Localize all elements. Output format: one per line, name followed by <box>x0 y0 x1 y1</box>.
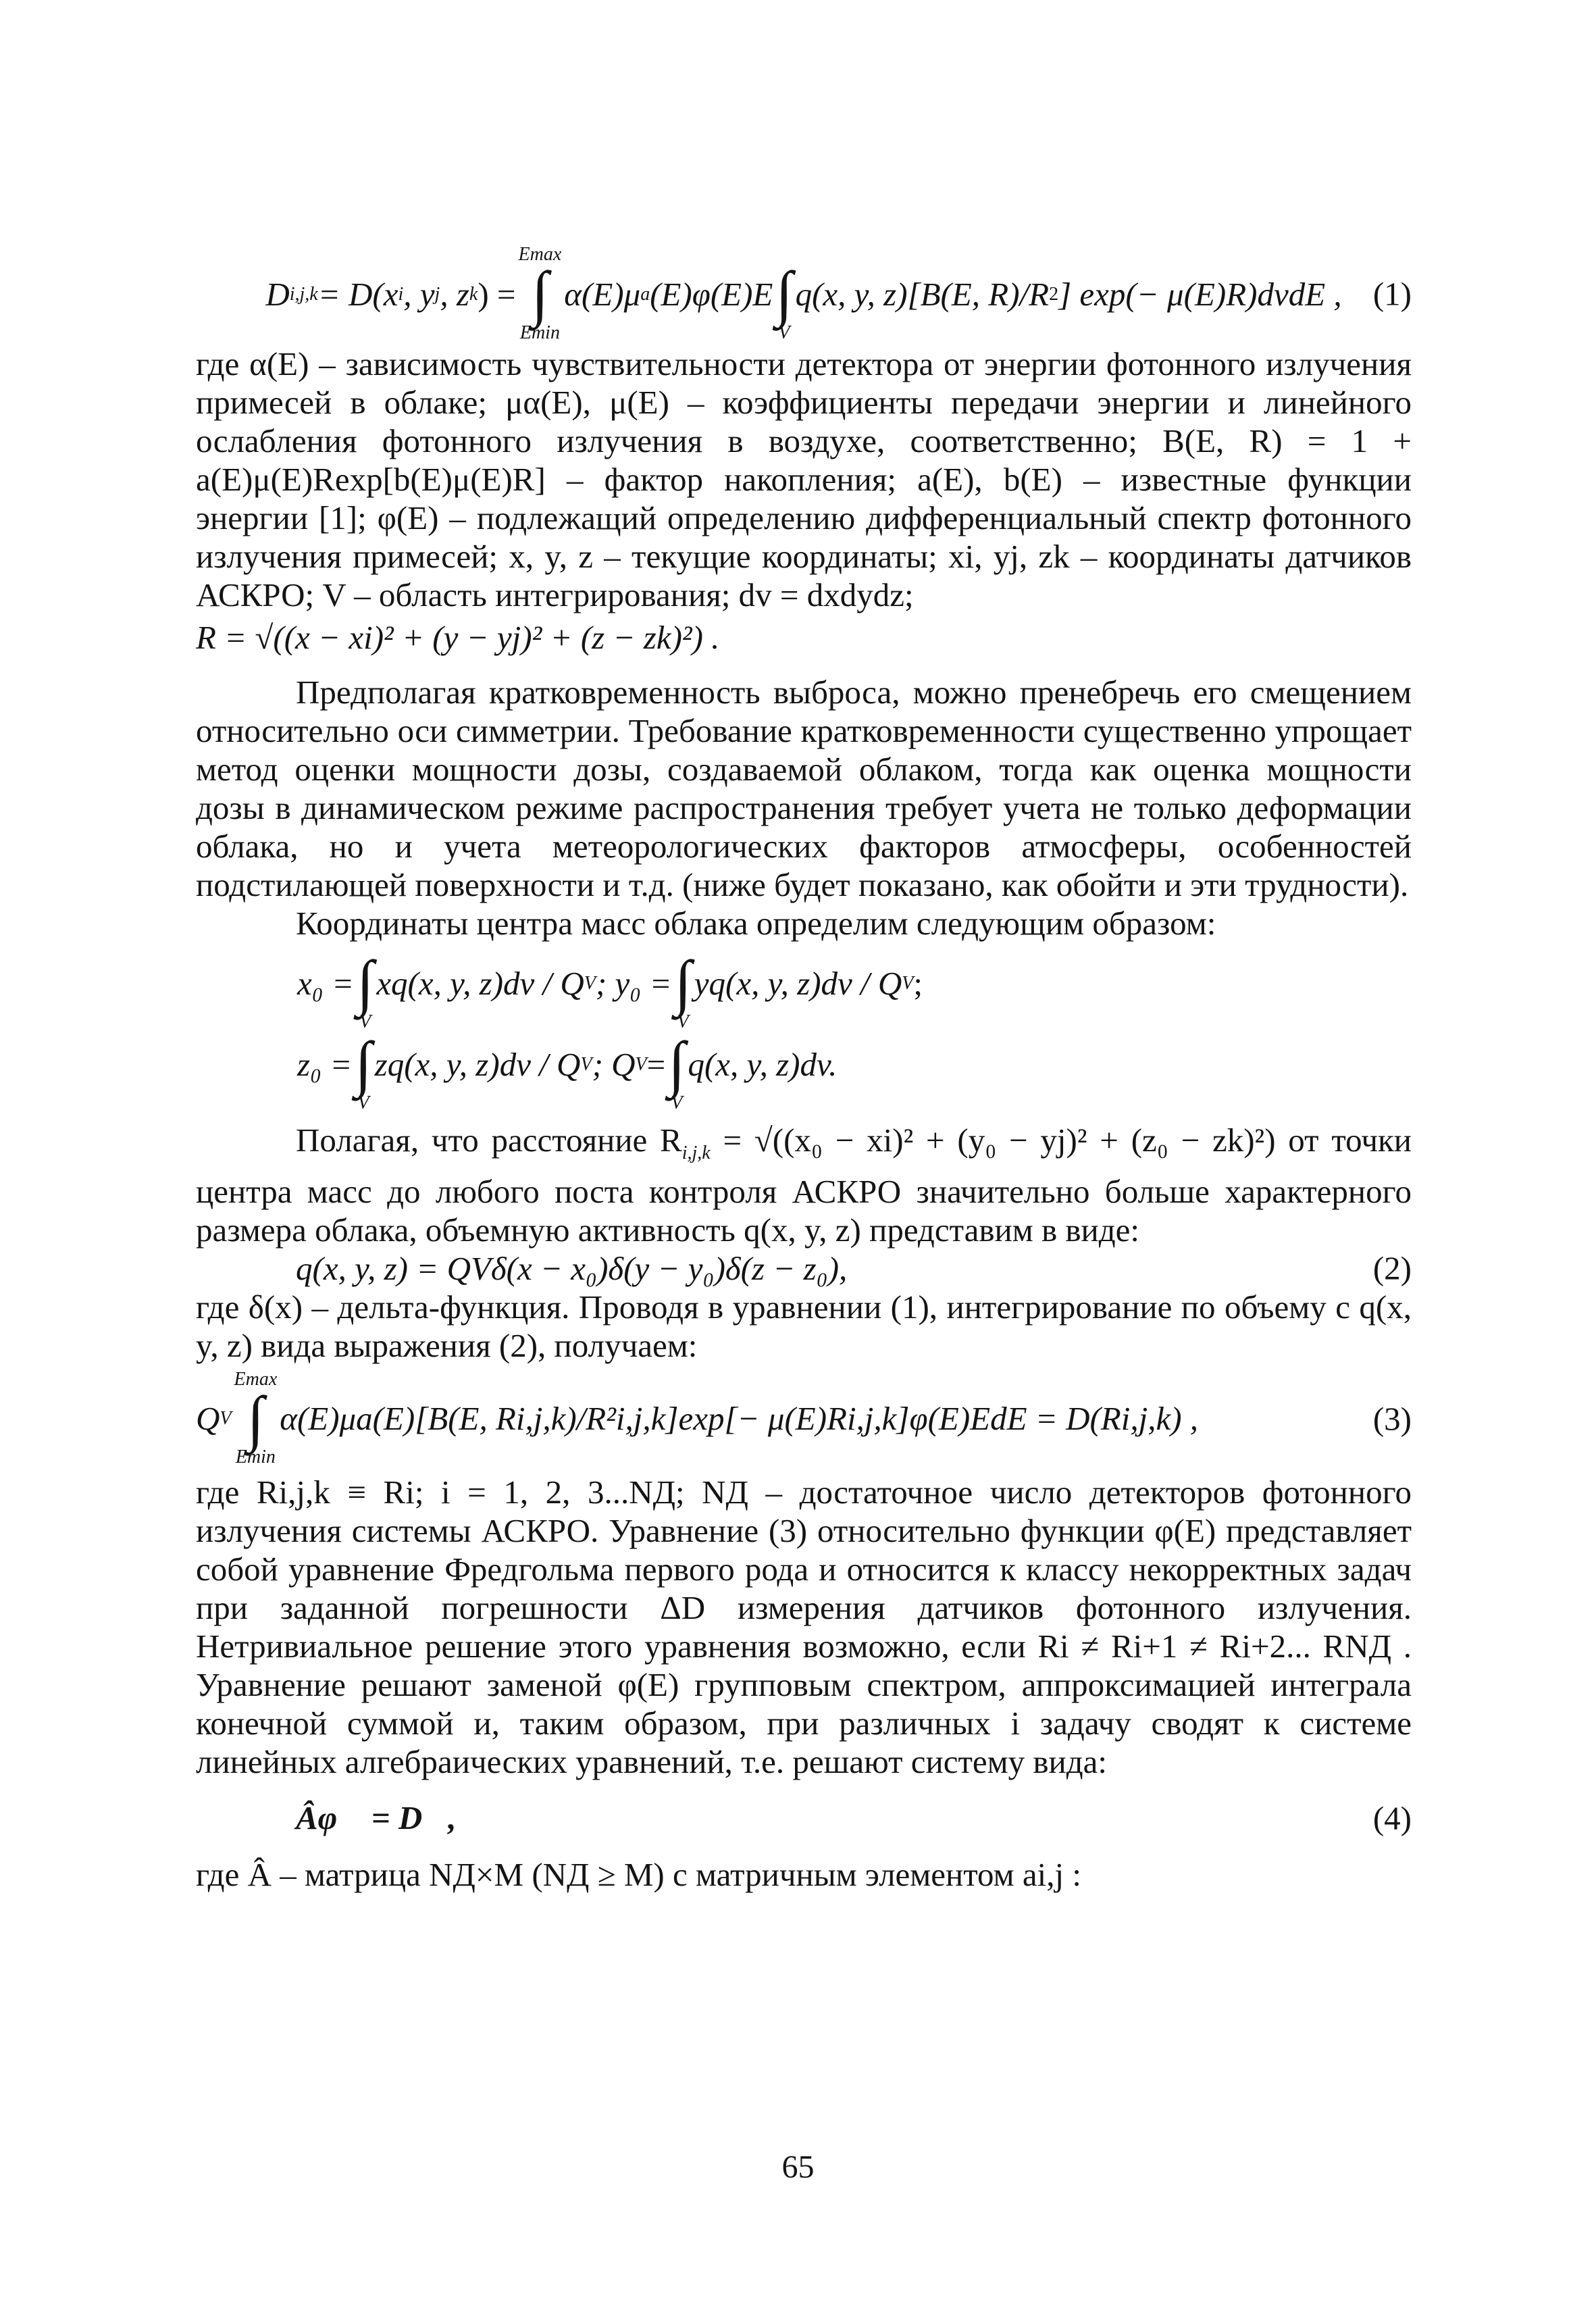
integral-sign-icon: ∫ <box>357 948 374 1017</box>
integral-sign-icon: ∫ <box>247 1384 264 1453</box>
eq2-body: q(x, y, z) = QVδ(x − x₀)δ(y − y₀)δ(z − z₀), <box>296 1249 848 1287</box>
eq1-body3: q(x, y, z)[B(E, R)/R <box>795 275 1050 313</box>
equation-center-xy: x₀ = ∫ V xq(x, y, z)dv / Q V ; y₀ = ∫ V yq(x, y, z)dv / Q V ; <box>196 942 1412 1024</box>
paragraph-matrix: где Â – матрица NД×M (NД ≥ M) с матричным элементом ai,j : <box>196 1855 1081 1893</box>
eq1-body2: (E)φ(E)E <box>650 275 773 313</box>
equation-1 <box>196 243 1412 345</box>
eq-z0-volume: V <box>357 1092 369 1113</box>
eq1-body3-sup: 2 <box>1049 283 1059 305</box>
eq1-mid: , y <box>403 275 435 313</box>
eq1-volume-limit: V <box>778 322 790 343</box>
para4-sub: i,j,k <box>681 1142 711 1163</box>
paragraph-assumption: Предполагая кратковременность выброса, можно пренебречь его смещением относительно оси симметрии. Требование кратковременности существенно упрощает метод оценки мощности дозы, создаваемой облаком, тогда как оценка мощности дозы в динамическом режиме распространения требует учета не только деформации облака, но и учета метеорологических факторов атмосферы, особенностей подстилающей поверхности и т.д. (ниже будет показано, как обойти и эти трудности). <box>196 674 1412 903</box>
eq-x0: x₀ = <box>297 964 355 1002</box>
eq1-i: i <box>398 283 404 305</box>
eq3-lower-limit: Emin <box>235 1447 276 1468</box>
equation-R: R = √((x − xi)² + (y − yj)² + (z − zk)²) . <box>196 619 720 656</box>
eq1-number: (1) <box>1372 275 1412 313</box>
eq3-upper-limit: Emax <box>234 1369 278 1390</box>
eq-qv: ; Q <box>592 1045 636 1083</box>
eq-x0-volume: V <box>359 1011 371 1032</box>
eq3-body: α(E)μa(E)[B(E, Ri,j,k)/R²i,j,k]exp[− μ(E)Ri,j,k]φ(E)EdE = D(Ri,j,k) , <box>280 1400 1199 1438</box>
eq1-upper-limit: Emax <box>518 244 562 266</box>
eq-y0: ; y₀ = <box>595 964 672 1002</box>
integral-sign-icon: ∫ <box>531 259 549 328</box>
integral-sign-icon: ∫ <box>668 1029 686 1099</box>
page-content <box>196 243 1412 1894</box>
eq1-body1: α(E)μ <box>564 275 641 313</box>
eq-qv-integral <box>668 1015 685 1112</box>
eq-x0-body: xq(x, y, z)dv / Q <box>376 964 584 1002</box>
eq-y0-body: yq(x, y, z)dv / Q <box>694 964 902 1002</box>
eq-z0-body: zq(x, y, z)dv / Q <box>374 1045 581 1083</box>
eq1-energy-integral <box>519 245 562 342</box>
eq3-energy-integral <box>234 1370 278 1467</box>
eq-z0: z₀ = <box>297 1045 353 1083</box>
equation-3 <box>196 1365 1412 1473</box>
integral-sign-icon: ∫ <box>775 259 793 328</box>
eq1-mid3: , z <box>440 275 469 313</box>
integral-sign-icon: ∫ <box>674 948 692 1017</box>
equation-center-zq: z₀ = ∫ V zq(x, y, z)dv / Q V ; Q V = ∫ V q(x, y, z)dv. <box>196 1024 1412 1105</box>
eq3-pre: Q <box>196 1400 220 1438</box>
eq1-lhs-eq: = D(x <box>317 275 398 313</box>
paragraph-delta: где δ(x) – дельта-функция. Проводя в уравнении (1), интегрирование по объему с q(x, y, z) вида выражения (2), получаем: <box>196 1288 1412 1364</box>
eq-y0-volume: V <box>677 1011 689 1032</box>
eq1-mid5: ) = <box>478 275 516 313</box>
eq-z0-integral <box>355 1015 371 1112</box>
eq1-body1-sub: a <box>640 283 650 305</box>
paragraph-distance <box>196 1121 1412 1249</box>
integral-sign-icon: ∫ <box>355 1029 372 1099</box>
eq1-body4: ] exp(− μ(E)R)dvdE , <box>1058 275 1342 313</box>
eq2-number: (2) <box>1372 1249 1412 1287</box>
eq1-volume-integral <box>775 245 792 342</box>
eq4-body: Âφ⃗ = D⃗, <box>296 1799 457 1837</box>
eq3-number: (3) <box>1372 1400 1412 1438</box>
paragraph-center-of-mass: Координаты центра масс облака определим следующим образом: <box>296 905 1216 942</box>
paragraph-definitions: где α(E) – зависимость чувствительности детектора от энергии фотонного излучения примесей в облаке; μα(E), μ(E) – коэффициенты передачи энергии и линейного ослабления фотонного излучения в воздухе, соответственно; B(E, R) = 1 + a(E)μ(E)Rexp[b(E)μ(E)R] – фактор накопления; a(E), b(E) – известные функции энергии [1]; φ(E) – подлежащий определению дифференциальный спектр фотонного излучения примесей; x, y, z – текущие координаты; xi, yj, zk – координаты датчиков АСКРО; V – область интегрирования; dv = dxdydz; <box>196 345 1412 613</box>
para4-start: Полагая, что расстояние R <box>296 1122 682 1159</box>
eq-qv-body: q(x, y, z)dv. <box>688 1045 838 1083</box>
paragraph-fredholm: где Ri,j,k ≡ Ri; i = 1, 2, 3...NД; NД – достаточное число детекторов фотонного излучения системы АСКРО. Уравнение (3) относительно функции φ(E) представляет собой уравнение Фредгольма первого рода и относится к классу некорректных задач при заданной погрешности ΔD измерения датчиков фотонного излучения. Нетривиальное решение этого уравнения возможно, если Ri ≠ Ri+1 ≠ Ri+2... RNД . Уравнение решают заменой φ(E) групповым спектром, аппроксимацией интеграла конечной суммой и, таким образом, при различных i задачу сводят к системе линейных алгебраических уравнений, т.е. решают систему вида: <box>196 1473 1412 1780</box>
eq-y0-end: ; <box>913 964 923 1002</box>
para4-rest: = √((x₀ − xi)² + (y₀ − yj)² + (z₀ − zk)²) от точки центра масс до любого поста контроля АСКРО значительно больше характерного размера облака, объемную активность q(x, y, z) представим в виде: <box>196 1122 1412 1249</box>
eq1-lhs-sub: i,j,k <box>289 283 318 305</box>
page-number: 65 <box>781 2149 815 2185</box>
eq1-lower-limit: Emin <box>519 322 560 343</box>
eq1-lhs: D <box>265 275 290 313</box>
eq-qv-volume: V <box>671 1092 683 1113</box>
equation-2 <box>196 1249 1412 1288</box>
eq-qv-eq: = <box>646 1045 666 1083</box>
equation-4 <box>196 1781 1412 1855</box>
eq3-pre-sub: V <box>220 1408 232 1430</box>
eq1-j: j <box>434 283 440 305</box>
eq1-k: k <box>469 283 478 305</box>
eq4-number: (4) <box>1372 1799 1412 1837</box>
